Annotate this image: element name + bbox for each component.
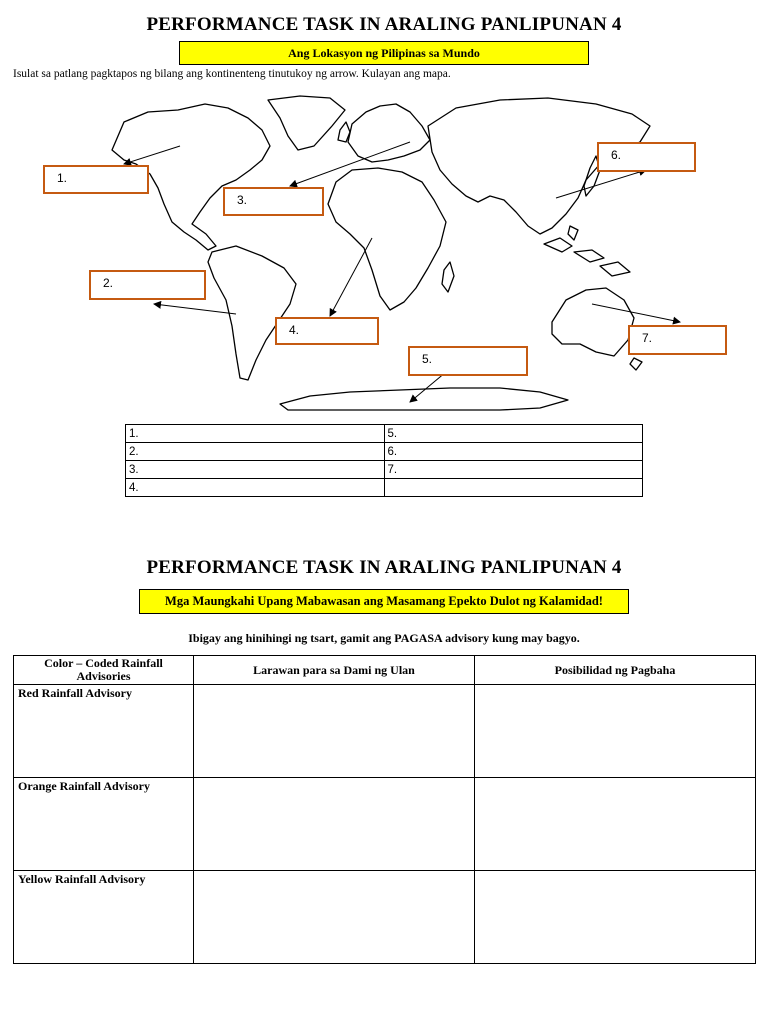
table-row [14,871,756,964]
answer-cell[interactable]: 6. [384,443,643,461]
table-row [14,685,756,778]
table-header-row [14,656,756,685]
map-label-1[interactable]: 1. [43,165,149,194]
answer-cell[interactable]: 3. [126,461,385,479]
answer-cell[interactable]: 7. [384,461,643,479]
australia-outline [552,288,634,356]
table-row [126,479,643,497]
input-cell[interactable] [475,871,756,964]
islands-outline [544,226,630,276]
page-title-2: PERFORMANCE TASK IN ARALING PANLIPUNAN 4 [146,557,622,578]
chart-instruction: Ibigay ang hinihingi ng tsart, gamit ang PAGASA advisory kung may bagyo. [188,631,580,645]
antarctica-outline [280,388,568,410]
rainfall-advisory-table [13,655,756,964]
map-label-4[interactable]: 4. [275,317,379,345]
madagascar-outline [442,262,454,292]
south-america-outline [208,246,296,380]
map-label-2[interactable]: 2. [89,270,206,300]
arrow-5 [410,372,446,402]
header-larawan: Larawan para sa Dami ng Ulan [194,656,475,685]
arrow-7 [592,304,680,322]
table-row [126,443,643,461]
arrow-3 [290,142,410,186]
answer-cell[interactable]: 5. [384,425,643,443]
world-map [0,88,768,418]
input-cell[interactable] [194,685,475,778]
map-label-7[interactable]: 7. [628,325,727,355]
arrow-4 [330,238,372,316]
input-cell[interactable] [194,871,475,964]
row-label-orange: Orange Rainfall Advisory [14,778,194,871]
map-label-6[interactable]: 6. [597,142,696,172]
header-color-coded: Color – Coded Rainfall Advisories [14,656,194,685]
row-label-red: Red Rainfall Advisory [14,685,194,778]
answer-cell[interactable] [384,479,643,497]
page-title-1: PERFORMANCE TASK IN ARALING PANLIPUNAN 4 [146,14,622,35]
map-label-5[interactable]: 5. [408,346,528,376]
section-banner-2: Mga Maungkahi Upang Mabawasan ang Masamang Epekto Dulot ng Kalamidad! [139,589,629,614]
africa-outline [328,168,446,310]
greenland-outline [268,96,345,150]
answer-cell[interactable]: 2. [126,443,385,461]
input-cell[interactable] [475,778,756,871]
table-row [126,425,643,443]
input-cell[interactable] [194,778,475,871]
answer-table [125,424,643,497]
table-row [14,778,756,871]
arrow-2 [154,304,236,314]
arrow-6 [556,170,646,198]
table-row [126,461,643,479]
map-instruction: Isulat sa patlang pagktapos ng bilang ang kontinenteng tinutukoy ng arrow. Kulayan ang mapa. [13,68,451,80]
row-label-yellow: Yellow Rainfall Advisory [14,871,194,964]
europe-outline [348,104,430,162]
arrow-1 [124,146,180,164]
input-cell[interactable] [475,685,756,778]
answer-cell[interactable]: 4. [126,479,385,497]
header-posibilidad: Posibilidad ng Pagbaha [475,656,756,685]
answer-cell[interactable]: 1. [126,425,385,443]
section-banner-1: Ang Lokasyon ng Pilipinas sa Mundo [179,41,589,65]
map-label-3[interactable]: 3. [223,187,324,216]
